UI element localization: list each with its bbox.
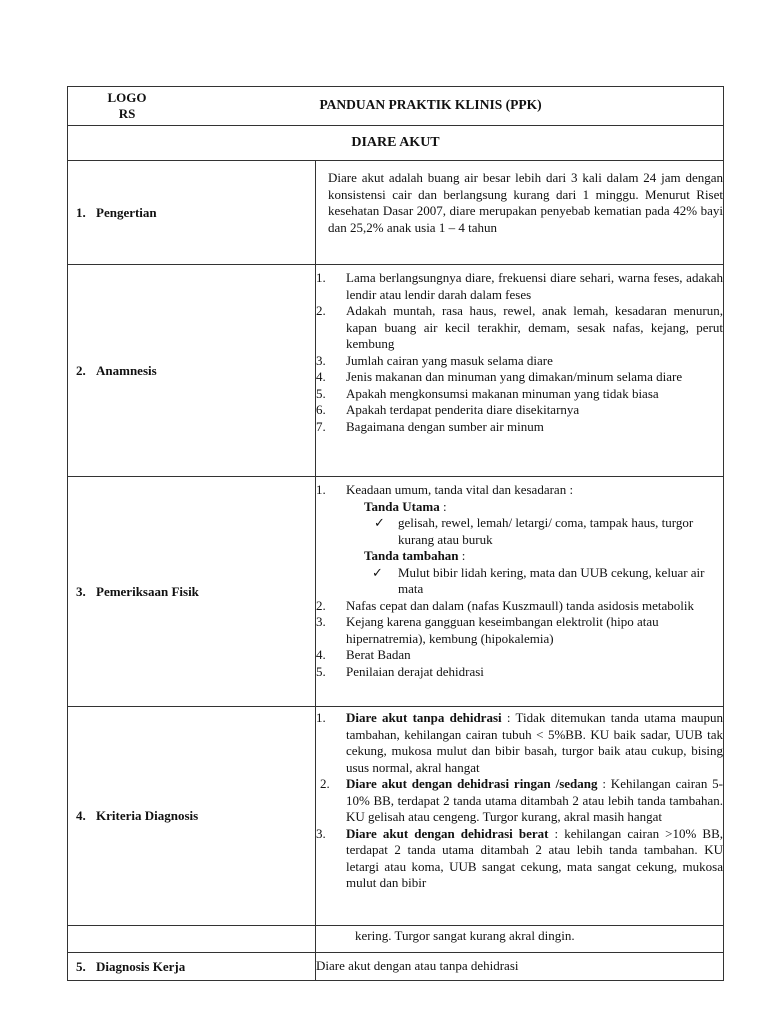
list-item: 2. Nafas cepat dan dalam (nafas Kuszmaull) tanda asidosis metabolik [316,597,694,613]
anamnesis-list [316,270,723,435]
anamnesis-content [316,265,724,477]
tanda-utama-item: ✓ gelisah, rewel, lemah/ letargi/ coma, tampak haus, turgor kurang atau buruk [374,515,694,547]
list-item: 3. Kejang karena gangguan keseimbangan elektrolit (hipo atau hipernatremia), kembung (hipokalemia) [316,614,659,646]
disease-title: DIARE AKUT [68,126,724,161]
diagnosis-kerja-text: Diare akut dengan atau tanpa dehidrasi [316,953,724,981]
section-label-kriteria-diagnosis [68,707,316,926]
list-item: 7. Bagaimana dengan sumber air minum [316,418,544,434]
tanda-tambahan-item: ✓ Mulut bibir lidah kering, mata dan UUB cekung, keluar air mata [372,564,705,596]
list-item: 4. Berat Badan [316,647,411,662]
section-number: 4. [76,808,86,823]
section-label-pemeriksaan-fisik [68,477,316,707]
section-label-diagnosis-kerja [68,953,316,981]
kriteria-content [316,707,724,926]
pemeriksaan-list-cont [316,598,723,681]
kriteria-list [316,710,723,892]
kriteria-continuation: kering. Turgor sangat kurang akral dingin. [316,926,724,953]
section-number: 3. [76,583,86,599]
section-label-text: Anamnesis [96,362,157,378]
document-title: PANDUAN PRAKTIK KLINIS (PPK) [319,97,542,112]
list-item: 6. Apakah terdapat penderita diare disekitarnya [316,402,580,417]
list-item: 5. Apakah mengkonsumsi makanan minuman yang tidak biasa [316,385,659,401]
tanda-tambahan-heading: Tanda tambahan : [364,548,466,563]
section-label-text: Pengertian [96,204,157,220]
list-item: 3. Jumlah cairan yang masuk selama diare [316,352,553,368]
check-icon: ✓ [372,564,383,580]
check-icon: ✓ [374,515,385,530]
list-item: 1. Diare akut tanpa dehidrasi : Tidak ditemukan tanda utama maupun tambahan, kehilangan cairan tubuh < 5%BB. KU baik sadar, UUB tak cekung, mukosa mulut dan bibir basah, turgor baik atau cukup, bising usus normal, akral hangat [316,710,723,775]
section-label-pengertian [68,161,316,265]
empty-cell [68,926,316,953]
pemeriksaan-list [316,482,723,499]
logo-line2: RS [118,106,136,121]
section-number: 2. [76,362,86,378]
section-number: 5. [76,958,86,974]
ppk-table [67,86,724,981]
list-item: 2. Diare akut dengan dehidrasi ringan /sedang : Kehilangan cairan 5-10% BB, terdapat 2 tanda utama ditambah 2 atau lebih tanda tambahan. KU gelisah atau cengeng. Turgor kurang, akral masih hangat [320,776,723,824]
section-label-text: Pemeriksaan Fisik [96,583,199,599]
section-number: 1. [76,204,86,220]
list-item: 1. Lama berlangsungnya diare, frekuensi diare sehari, warna feses, adakah lendir atau lendir darah dalam feses [316,270,723,302]
section-label-anamnesis [68,265,316,477]
list-item: 4. Jenis makanan dan minuman yang dimakan/minum selama diare [316,369,683,384]
section-label-text: Diagnosis Kerja [96,958,186,974]
list-item: 1. Keadaan umum, tanda vital dan kesadaran : [316,482,574,497]
list-item: 3. Diare akut dengan dehidrasi berat : kehilangan cairan >10% BB, terdapat 2 tanda utama ditambah 2 atau lebih tanda tambahan. KU letargi atau koma, UUB sangat cekung, mata sangat cekung, mukosa mulut dan bibir [316,825,723,890]
pengertian-text: Diare akut adalah buang air besar lebih dari 3 kali dalam 24 jam dengan konsistensi cair dan berlangsung kurang dari 1 minggu. Menurut Riset kesehatan Dasar 2007, diare merupakan penyebab kematian pada 42% bayi dan 25,2% anak usia 1 – 4 tahun [316,161,724,265]
list-item: 5. Penilaian derajat dehidrasi [316,663,484,679]
list-item: 2. Adakah muntah, rasa haus, rewel, anak lemah, kesadaran menurun, kapan buang air kecil terakhir, demam, sesak nafas, kejang, perut kembung [316,303,723,351]
tanda-utama-heading: Tanda Utama : [364,498,447,514]
logo-line1: LOGO [107,90,147,105]
pemeriksaan-content [316,477,724,707]
header-row [68,87,724,126]
section-label-text: Kriteria Diagnosis [96,808,199,823]
